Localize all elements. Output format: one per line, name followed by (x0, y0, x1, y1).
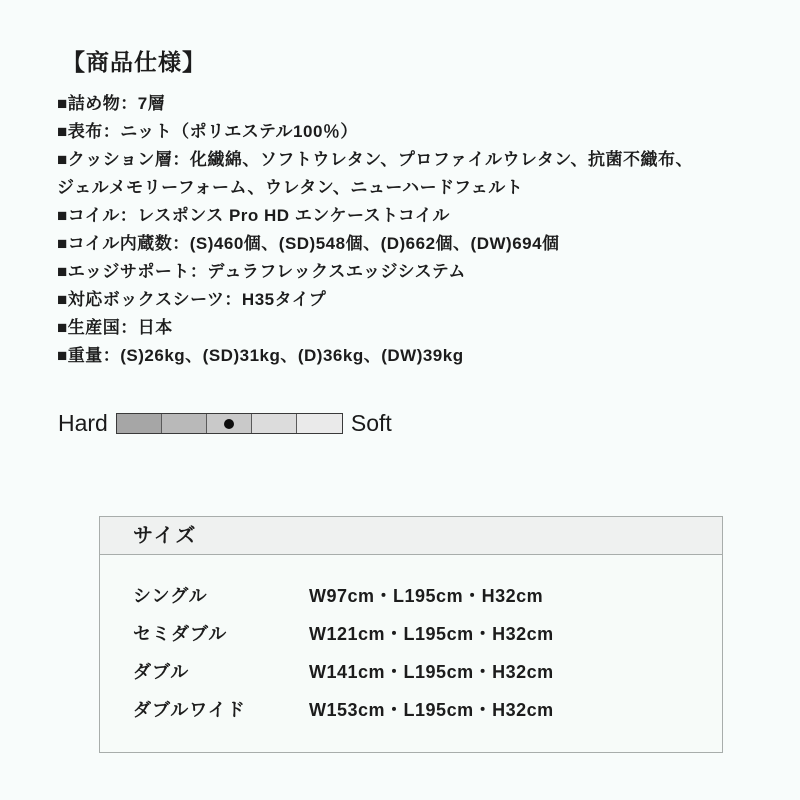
firmness-cell-5 (297, 414, 342, 433)
table-row-semi-double (100, 615, 722, 653)
firmness-cell-4 (252, 414, 297, 433)
spec-line-country: ■生産国：日本 (57, 318, 173, 337)
firmness-hard-label: Hard (58, 410, 108, 436)
product-spec-list (57, 90, 757, 370)
size-dimensions: W153cm・L195cm・H32cm (309, 700, 554, 720)
spec-line-coil: ■コイル：レスポンス Pro HD エンケーストコイル (57, 206, 450, 225)
size-name: ダブル (133, 662, 190, 682)
firmness-level-dot (224, 419, 234, 429)
size-dimensions: W121cm・L195cm・H32cm (309, 624, 554, 644)
size-name: セミダブル (133, 624, 228, 644)
size-table (99, 516, 723, 753)
firmness-cell-2 (162, 414, 207, 433)
table-row-double-wide (100, 691, 722, 729)
spec-line-coil-count: ■コイル内蔵数：(S)460個、(SD)548個、(D)662個、(DW)694個 (57, 234, 560, 253)
size-dimensions: W141cm・L195cm・H32cm (309, 662, 554, 682)
size-table-header: サイズ (100, 517, 722, 555)
spec-line-filling: ■詰め物：7層 (57, 94, 166, 113)
spec-line-edge-support: ■エッジサポート：デュラフレックスエッジシステム (57, 262, 466, 281)
size-dimensions: W97cm・L195cm・H32cm (309, 586, 544, 606)
spec-line-box-sheet: ■対応ボックスシーツ：H35タイプ (57, 290, 327, 309)
spec-line-fabric: ■表布：ニット（ポリエステル100％） (57, 122, 358, 141)
size-table-body (100, 555, 722, 729)
spec-line-cushion-layer: ■クッション層：化繊綿、ソフトウレタン、プロファイルウレタン、抗菌不織布、 (57, 150, 694, 169)
table-row-single (100, 577, 722, 615)
size-name: シングル (133, 586, 208, 606)
firmness-bar (116, 413, 343, 434)
firmness-cell-1 (117, 414, 162, 433)
firmness-cell-3 (207, 414, 252, 433)
table-row-double (100, 653, 722, 691)
firmness-scale (58, 410, 392, 437)
firmness-soft-label: Soft (350, 410, 392, 436)
spec-line-weight: ■重量：(S)26kg、(SD)31kg、(D)36kg、(DW)39kg (57, 346, 464, 365)
size-name: ダブルワイド (133, 700, 246, 720)
spec-line-cushion-layer-cont: ジェルメモリーフォーム、ウレタン、ニューハードフェルト (57, 178, 524, 197)
page-title: 【商品仕様】 (62, 49, 206, 75)
